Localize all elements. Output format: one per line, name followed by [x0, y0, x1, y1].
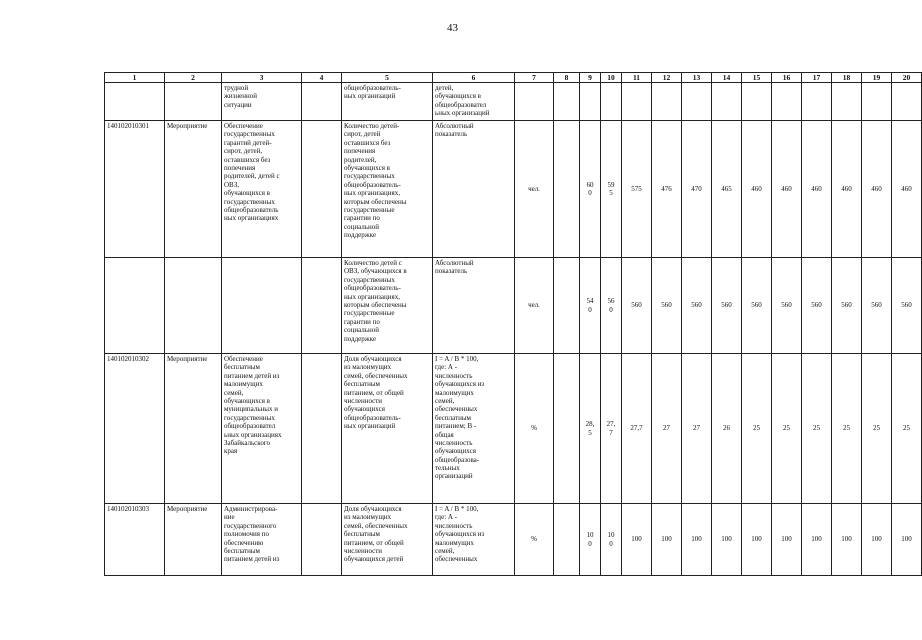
- header-cell: 6: [433, 73, 515, 83]
- year-value-cell: 460: [862, 121, 892, 258]
- year-value-cell: [742, 83, 772, 121]
- code-cell: 140102010302: [105, 354, 165, 504]
- value-cell: 10 0: [601, 504, 622, 576]
- year-value-cell: 575: [622, 121, 652, 258]
- year-value-cell: 100: [742, 504, 772, 576]
- year-value-cell: 560: [862, 258, 892, 354]
- value-cell: [554, 258, 580, 354]
- year-value-cell: [862, 83, 892, 121]
- value-cell: [554, 83, 580, 121]
- code-cell: 140102010301: [105, 121, 165, 258]
- kind-cell: Мероприятие: [165, 504, 222, 576]
- value-cell: 56 0: [601, 258, 622, 354]
- year-value-cell: [832, 83, 862, 121]
- year-value-cell: 460: [832, 121, 862, 258]
- unit-cell: %: [515, 354, 554, 504]
- year-value-cell: 460: [772, 121, 802, 258]
- header-cell: 15: [742, 73, 772, 83]
- year-value-cell: 560: [652, 258, 682, 354]
- year-value-cell: 100: [832, 504, 862, 576]
- year-value-cell: 25: [862, 354, 892, 504]
- year-value-cell: 470: [682, 121, 712, 258]
- header-cell: 4: [302, 73, 342, 83]
- value-cell: 10 0: [580, 504, 601, 576]
- header-cell: 12: [652, 73, 682, 83]
- table-row: [105, 121, 922, 258]
- empty-cell: [302, 83, 342, 121]
- year-value-cell: 560: [682, 258, 712, 354]
- name-cell: [222, 258, 302, 354]
- header-cell: 5: [342, 73, 433, 83]
- table-row: [105, 354, 922, 504]
- indicator-cell: Количество детей с ОВЗ, обучающихся в государственных общеобразователь- ных организациях, которым обеспечены государственные гарантии по социальной поддержке: [342, 258, 433, 354]
- header-cell: 8: [554, 73, 580, 83]
- header-cell: 11: [622, 73, 652, 83]
- year-value-cell: 25: [892, 354, 922, 504]
- method-cell: I = A / B * 100, где: А - численность обучающихся из малоимущих семей, обеспеченных бесплатным питанием; B - общая численность обучающихся общеобразова- тельных организаций: [433, 354, 515, 504]
- header-cell: 10: [601, 73, 622, 83]
- year-value-cell: 460: [892, 121, 922, 258]
- year-value-cell: [712, 83, 742, 121]
- year-value-cell: 465: [712, 121, 742, 258]
- year-value-cell: 25: [772, 354, 802, 504]
- header-row: [105, 73, 922, 83]
- value-cell: [554, 354, 580, 504]
- method-cell: Абсолютный показатель: [433, 258, 515, 354]
- year-value-cell: [682, 83, 712, 121]
- year-value-cell: [802, 83, 832, 121]
- year-value-cell: 560: [622, 258, 652, 354]
- year-value-cell: 460: [802, 121, 832, 258]
- empty-cell: [302, 121, 342, 258]
- header-cell: 1: [105, 73, 165, 83]
- year-value-cell: [892, 83, 922, 121]
- code-cell: [105, 83, 165, 121]
- value-cell: [580, 83, 601, 121]
- year-value-cell: 26: [712, 354, 742, 504]
- indicator-cell: общеобразователь- ных организаций: [342, 83, 433, 121]
- table-row: [105, 504, 922, 576]
- kind-cell: Мероприятие: [165, 121, 222, 258]
- year-value-cell: [772, 83, 802, 121]
- indicator-cell: Доля обучающихся из малоимущих семей, обеспеченных бесплатным питанием, от общей численности обучающихся общеобразователь- ных организаций: [342, 354, 433, 504]
- table-row: [105, 258, 922, 354]
- method-cell: детей, обучающихся в общеобразовател ьных организаций: [433, 83, 515, 121]
- year-value-cell: 560: [742, 258, 772, 354]
- header-cell: 13: [682, 73, 712, 83]
- header-cell: 19: [862, 73, 892, 83]
- year-value-cell: 25: [832, 354, 862, 504]
- kind-cell: [165, 83, 222, 121]
- method-cell: Абсолютный показатель: [433, 121, 515, 258]
- value-cell: [554, 121, 580, 258]
- value-cell: [601, 83, 622, 121]
- kind-cell: Мероприятие: [165, 354, 222, 504]
- year-value-cell: 27: [652, 354, 682, 504]
- year-value-cell: 560: [802, 258, 832, 354]
- header-cell: 9: [580, 73, 601, 83]
- year-value-cell: 100: [802, 504, 832, 576]
- kind-cell: [165, 258, 222, 354]
- year-value-cell: 560: [772, 258, 802, 354]
- name-cell: Администрирова- ние государственного полномочия по обеспечению бесплатным питанием детей из: [222, 504, 302, 576]
- value-cell: 28, 5: [580, 354, 601, 504]
- indicator-cell: Доля обучающихся из малоимущих семей, обеспеченных бесплатным питанием, от общей численности обучающихся детей: [342, 504, 433, 576]
- header-cell: 14: [712, 73, 742, 83]
- code-cell: 140102010303: [105, 504, 165, 576]
- value-cell: 59 5: [601, 121, 622, 258]
- page-number: 43: [447, 22, 458, 34]
- indicators-table: [104, 72, 922, 576]
- empty-cell: [302, 504, 342, 576]
- year-value-cell: 100: [862, 504, 892, 576]
- year-value-cell: [652, 83, 682, 121]
- empty-cell: [302, 258, 342, 354]
- year-value-cell: 27: [682, 354, 712, 504]
- year-value-cell: 100: [712, 504, 742, 576]
- table-row: [105, 83, 922, 121]
- header-cell: 3: [222, 73, 302, 83]
- year-value-cell: 100: [892, 504, 922, 576]
- header-cell: 18: [832, 73, 862, 83]
- name-cell: Обеспечение бесплатным питанием детей из малоимущих семей, обучающихся в муниципальных и государственных общеобразовател ьных организациях Забайкальского края: [222, 354, 302, 504]
- year-value-cell: 100: [772, 504, 802, 576]
- year-value-cell: 476: [652, 121, 682, 258]
- header-cell: 16: [772, 73, 802, 83]
- value-cell: 54 0: [580, 258, 601, 354]
- header-cell: 17: [802, 73, 832, 83]
- unit-cell: %: [515, 504, 554, 576]
- year-value-cell: 560: [712, 258, 742, 354]
- unit-cell: чел.: [515, 258, 554, 354]
- code-cell: [105, 258, 165, 354]
- year-value-cell: 25: [742, 354, 772, 504]
- year-value-cell: 100: [682, 504, 712, 576]
- name-cell: трудной жизненной ситуации: [222, 83, 302, 121]
- indicator-cell: Количество детей- сирот, детей оставшихся без попечения родителей, обучающихся в государственных общеобразователь- ных организациях, которым обеспечены государственные гарантии по социальной поддержке: [342, 121, 433, 258]
- unit-cell: [515, 83, 554, 121]
- year-value-cell: 25: [802, 354, 832, 504]
- year-value-cell: 460: [742, 121, 772, 258]
- name-cell: Обеспечение государственных гарантий детей- сирот, детей, оставшихся без попечения родителей, детей с ОВЗ, обучающихся в государственных общеобразователь ных организациях: [222, 121, 302, 258]
- value-cell: 60 0: [580, 121, 601, 258]
- year-value-cell: 27,7: [622, 354, 652, 504]
- unit-cell: чел.: [515, 121, 554, 258]
- header-cell: 7: [515, 73, 554, 83]
- year-value-cell: 560: [892, 258, 922, 354]
- header-cell: 2: [165, 73, 222, 83]
- method-cell: I = A / B * 100, где: А - численность обучающихся из малоимущих семей, обеспеченных: [433, 504, 515, 576]
- year-value-cell: 100: [652, 504, 682, 576]
- year-value-cell: [622, 83, 652, 121]
- value-cell: [554, 504, 580, 576]
- empty-cell: [302, 354, 342, 504]
- header-cell: 20: [892, 73, 922, 83]
- value-cell: 27, 7: [601, 354, 622, 504]
- year-value-cell: 560: [832, 258, 862, 354]
- year-value-cell: 100: [622, 504, 652, 576]
